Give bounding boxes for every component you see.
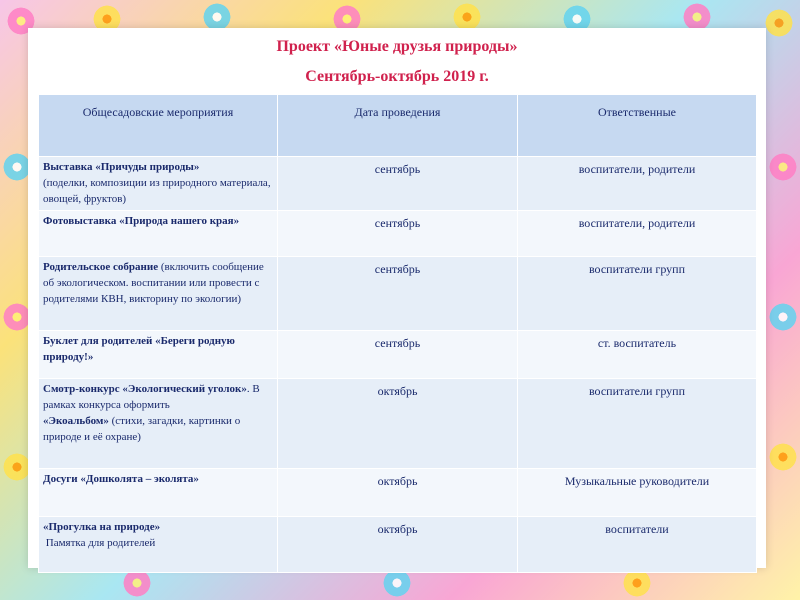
events-table [38, 94, 757, 573]
flower-icon [766, 440, 800, 474]
event-cell [39, 469, 278, 517]
event-name: Родительское собрание [43, 261, 159, 273]
flower-icon [762, 6, 796, 40]
event-name: «Прогулка на природе» [43, 521, 161, 533]
table-row [39, 517, 757, 573]
event-cell [39, 157, 278, 211]
event-name: Досуги «Дошколята – эколята» [43, 473, 199, 485]
date-cell: сентябрь [278, 211, 518, 257]
responsible-cell: воспитатели групп [518, 257, 757, 331]
responsible-cell: ст. воспитатель [518, 331, 757, 379]
flower-icon [766, 150, 800, 184]
header-date: Дата проведения [278, 95, 518, 157]
date-cell: сентябрь [278, 331, 518, 379]
table-row [39, 157, 757, 211]
event-cell [39, 331, 278, 379]
table-row [39, 257, 757, 331]
event-note: (поделки, композиции из природного материала, овощей, фруктов) [43, 177, 271, 205]
event-note-2: (стихи, загадки, картинки о природе и её охране) [43, 415, 241, 443]
event-name: Фотовыставка «Природа нашего края» [43, 215, 240, 227]
event-name: Выставка «Причуды природы» [43, 161, 200, 173]
date-cell: октябрь [278, 517, 518, 573]
flower-icon [766, 300, 800, 334]
event-cell [39, 517, 278, 573]
event-name-2: «Экоальбом» [43, 415, 109, 427]
date-cell: октябрь [278, 379, 518, 469]
table-row [39, 331, 757, 379]
event-note: (включить сообщение об экологическом. воспитании или провести с родителями КВН, викторину по экологии) [43, 261, 264, 305]
event-cell [39, 257, 278, 331]
responsible-cell: воспитатели [518, 517, 757, 573]
header-responsible: Ответственные [518, 95, 757, 157]
page-title: Проект «Юные друзья природы» [276, 38, 518, 55]
responsible-cell: Музыкальные руководители [518, 469, 757, 517]
page-subtitle: Сентябрь-октябрь 2019 г. [305, 68, 489, 85]
event-cell [39, 379, 278, 469]
date-cell: сентябрь [278, 157, 518, 211]
responsible-cell: воспитатели, родители [518, 211, 757, 257]
content-panel [28, 28, 766, 568]
table-header-row [39, 95, 757, 157]
table-row [39, 211, 757, 257]
responsible-cell: воспитатели, родители [518, 157, 757, 211]
event-name: Смотр-конкурс «Экологический уголок» [43, 383, 247, 395]
responsible-cell: воспитатели групп [518, 379, 757, 469]
event-note: . В рамках конкурса оформить [43, 383, 260, 411]
event-name: Буклет для родителей «Береги родную природу!» [43, 335, 235, 363]
event-cell [39, 211, 278, 257]
table-row [39, 469, 757, 517]
date-cell: сентябрь [278, 257, 518, 331]
table-row [39, 379, 757, 469]
date-cell: октябрь [278, 469, 518, 517]
event-note: Памятка для родителей [45, 537, 156, 549]
header-events: Общесадовские мероприятия [39, 95, 278, 157]
